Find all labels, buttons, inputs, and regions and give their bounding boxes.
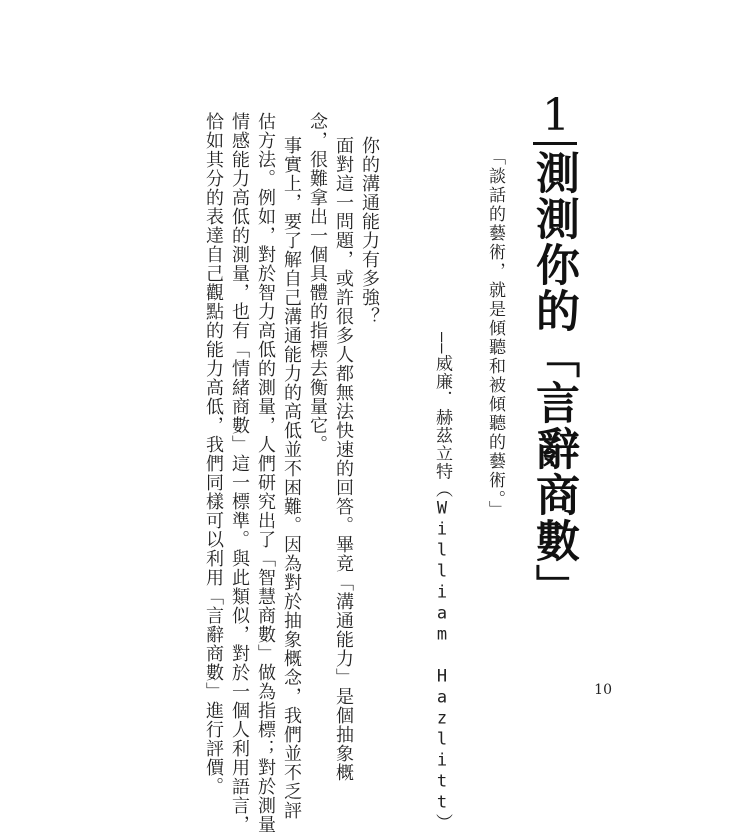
epigraph-quote: 「談話的藝術，就是傾聽和被傾聽的藝術。」 (485, 148, 505, 520)
body-line: 情感能力高低的測量，也有「情緒商數」這一標準。與此類似，對於一個人利用語言， (229, 112, 250, 834)
body-line: 你的溝通能力有多強？ (359, 136, 380, 326)
attribution-name: 威廉．赫茲立特（William Hazlitt） (432, 354, 452, 832)
chapter-number: 1 (542, 90, 570, 141)
body-line: 念，很難拿出一個具體的指標去衡量它。 (307, 112, 328, 454)
chapter-number-rule (533, 142, 577, 145)
body-line: 估方法。例如，對於智力高低的測量，人們研究出了「智慧商數」做為指標；對於測量 (255, 112, 276, 834)
attribution-dash: —— (432, 332, 452, 355)
epigraph-attribution (431, 332, 453, 831)
body-line: 恰如其分的表達自己觀點的能力高低，我們同樣可以利用「言辭商數」進行評價。 (203, 112, 224, 796)
body-line: 事實上，要了解自己溝通能力的高低並不困難。因為對於抽象概念，我們並不乏評 (281, 136, 302, 820)
chapter-title: 測測你的「言辭商數」 (528, 150, 579, 610)
page-number: 10 (594, 682, 612, 698)
body-line: 面對這一問題，或許很多人都無法快速的回答。畢竟「溝通能力」是個抽象概 (333, 136, 354, 782)
